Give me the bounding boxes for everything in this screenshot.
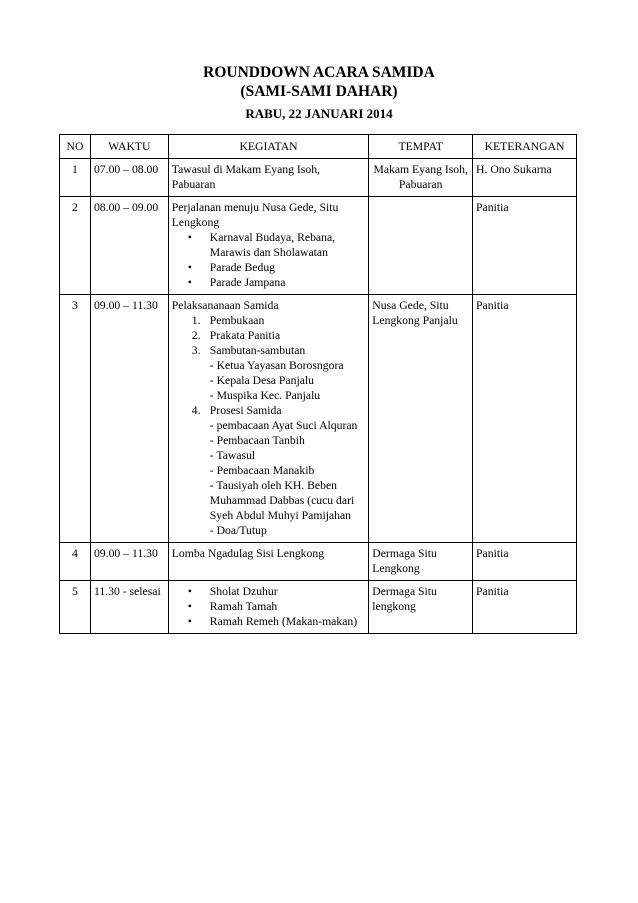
row-place	[369, 197, 473, 295]
row-note: Panitia	[473, 581, 577, 634]
list-item	[191, 313, 366, 328]
activity-bullet-list	[172, 230, 366, 290]
list-item	[191, 403, 366, 538]
list-item	[191, 343, 366, 403]
list-item: • Sholat Dzuhur	[210, 584, 366, 599]
step-label: Prakata Panitia	[209, 329, 281, 342]
sub-list	[210, 418, 366, 538]
step-number: 3.	[191, 344, 201, 357]
step-number: 1.	[191, 314, 201, 327]
row-time: 08.00 – 09.00	[90, 197, 168, 295]
row-note: Panitia	[473, 543, 577, 581]
sub-list-item: - Pembacaan Tanbih	[209, 434, 305, 447]
rundown-table	[59, 134, 577, 634]
row-time: 09.00 – 11.30	[90, 295, 168, 543]
row-number: 4	[60, 543, 91, 581]
row-place: Nusa Gede, Situ Lengkong Panjalu	[369, 295, 473, 543]
row-activity: Tawasul di Makam Eyang Isoh, Pabuaran	[168, 159, 369, 197]
row-number: 5	[60, 581, 91, 634]
row-activity: Perjalanan menuju Nusa Gede, Situ Lengkong	[171, 201, 339, 229]
row-time: 11.30 - selesai	[90, 581, 168, 634]
row-number: 3	[60, 295, 91, 543]
column-header-waktu: WAKTU	[90, 135, 168, 159]
row-time: 09.00 – 11.30	[90, 543, 168, 581]
sub-list-item: - Tawasul	[209, 449, 256, 462]
activity-step-list	[172, 313, 366, 538]
row-activity: Pelaksananaan Samida	[171, 299, 279, 312]
row-place: Dermaga Situ lengkong	[369, 581, 473, 634]
list-item	[191, 328, 366, 343]
row-note: Panitia	[473, 197, 577, 295]
table-header-row	[60, 135, 577, 159]
row-time: 07.00 – 08.00	[90, 159, 168, 197]
sub-list-item: - Ketua Yayasan Borosngora	[209, 359, 344, 372]
column-header-no: NO	[60, 135, 91, 159]
list-item: • Parade Bedug	[210, 260, 366, 275]
column-header-keterangan: KETERANGAN	[473, 135, 577, 159]
step-number: 2.	[191, 329, 201, 342]
row-number: 1	[60, 159, 91, 197]
sub-list-item: - Pembacaan Manakib	[209, 464, 315, 477]
sub-list-item: - Doa/Tutup	[209, 524, 267, 537]
row-activity-cell	[168, 581, 369, 634]
sub-list	[210, 358, 366, 403]
sub-list-item: - Kepala Desa Panjalu	[209, 374, 314, 387]
sub-list-item: - Muspika Kec. Panjalu	[209, 389, 321, 402]
document-header	[0, 63, 638, 122]
table-row	[60, 581, 577, 634]
step-label: Pembukaan	[209, 314, 265, 327]
step-label: Prosesi Samida	[209, 404, 282, 417]
step-label: Sambutan-sambutan	[209, 344, 306, 357]
sub-list-item: - pembacaan Ayat Suci Alquran	[209, 419, 358, 432]
row-place: Dermaga Situ Lengkong	[369, 543, 473, 581]
row-number: 2	[60, 197, 91, 295]
row-activity: Lomba Ngadulag Sisi Lengkong	[168, 543, 369, 581]
activity-bullet-list	[172, 584, 366, 629]
row-note: Panitia	[473, 295, 577, 543]
row-place: Makam Eyang Isoh, Pabuaran	[369, 159, 473, 197]
row-activity-cell	[168, 197, 369, 295]
column-header-tempat: TEMPAT	[369, 135, 473, 159]
table-row	[60, 543, 577, 581]
row-note: H. Ono Sukarna	[473, 159, 577, 197]
step-number: 4.	[191, 404, 201, 417]
list-item: • Ramah Tamah	[210, 599, 366, 614]
row-activity-cell	[168, 295, 369, 543]
event-date: RABU, 22 JANUARI 2014	[245, 106, 393, 121]
document-title: ROUNDDOWN ACARA SAMIDA	[203, 64, 435, 81]
table-row	[60, 295, 577, 543]
list-item: • Ramah Remeh (Makan-makan)	[210, 614, 366, 629]
list-item: • Parade Jampana	[210, 275, 366, 290]
list-item: • Karnaval Budaya, Rebana, Marawis dan Sholawatan	[210, 230, 366, 260]
table-row	[60, 159, 577, 197]
sub-list-item: - Tausiyah oleh KH. Beben Muhammad Dabbas (cucu dari Syeh Abdul Muhyi Pamijahan	[209, 479, 355, 522]
table-row	[60, 197, 577, 295]
document-subtitle: (SAMI-SAMI DAHAR)	[240, 83, 398, 100]
column-header-kegiatan: KEGIATAN	[168, 135, 369, 159]
